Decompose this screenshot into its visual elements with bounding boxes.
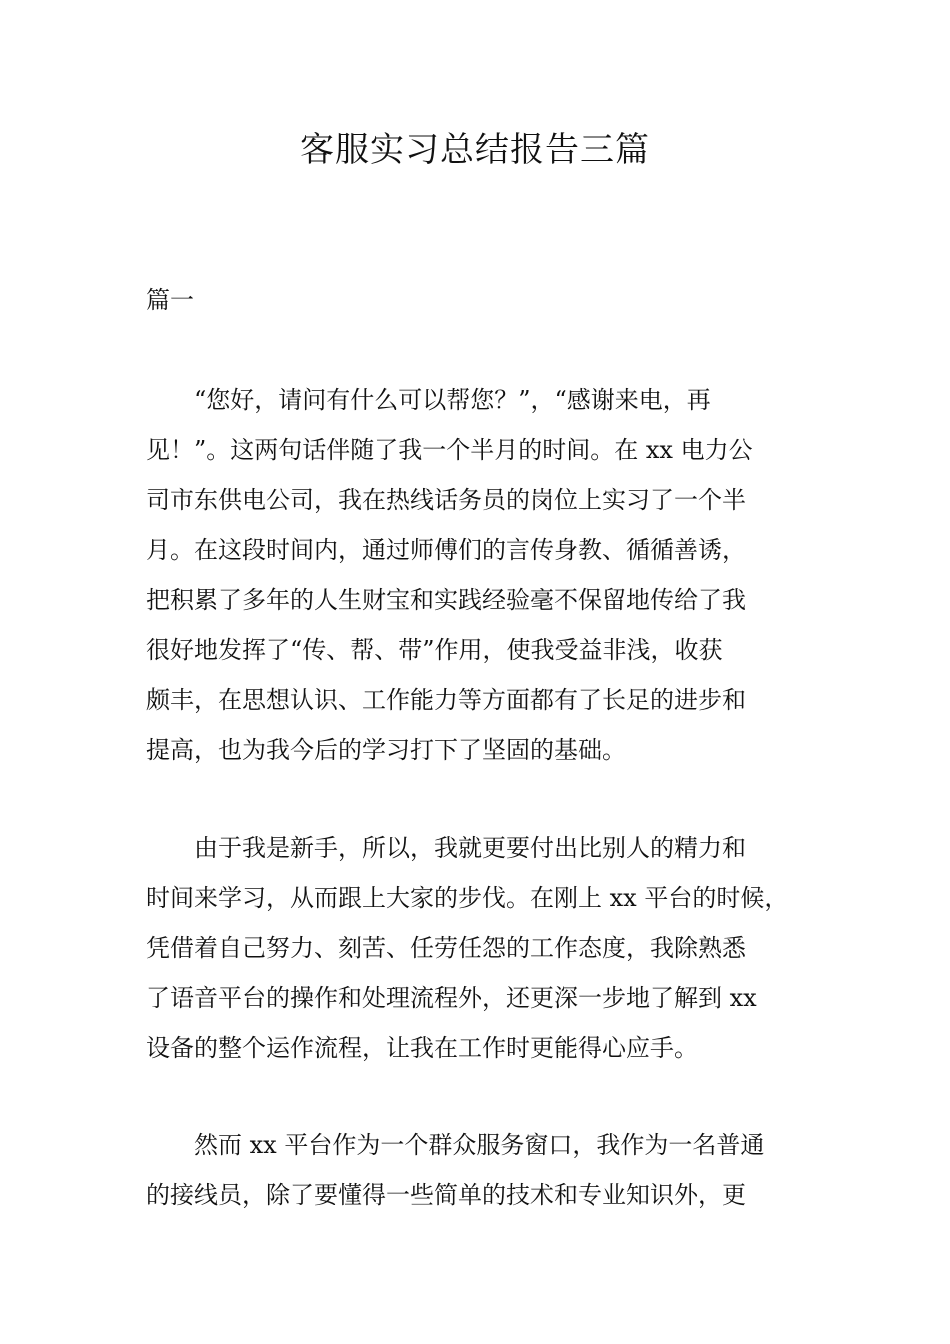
paragraph-1 xyxy=(146,375,822,775)
paragraph-line: 颇丰，在思想认识、工作能力等方面都有了长足的进步和 xyxy=(146,686,746,714)
paragraph-line: 很好地发挥了“传、帮、带”作用，使我受益非浅，收获 xyxy=(146,636,723,664)
paragraph-line: “您好，请问有什么可以帮您？”，“感谢来电，再 xyxy=(146,386,711,414)
paragraph-line: 司市东供电公司，我在热线话务员的岗位上实习了一个半 xyxy=(146,486,746,514)
paragraph-line: 见！”。这两句话伴随了我一个半月的时间。在 xx 电力公 xyxy=(146,436,753,464)
paragraph-line: 然而 xx 平台作为一个群众服务窗口，我作为一名普通 xyxy=(146,1131,765,1159)
paragraph-3 xyxy=(146,1120,822,1220)
paragraph-line: 了语音平台的操作和处理流程外，还更深一步地了解到 xx xyxy=(146,984,757,1012)
paragraph-line: 时间来学习，从而跟上大家的步伐。在刚上 xx 平台的时候， xyxy=(146,884,789,912)
section-label: 篇一 xyxy=(146,286,194,314)
paragraph-2 xyxy=(146,823,822,1073)
document-title: 客服实习总结报告三篇 xyxy=(300,130,650,170)
paragraph-line: 设备的整个运作流程，让我在工作时更能得心应手。 xyxy=(146,1034,698,1062)
paragraph-line: 的接线员，除了要懂得一些简单的技术和专业知识外，更 xyxy=(146,1181,746,1209)
paragraph-line: 月。在这段时间内，通过师傅们的言传身教、循循善诱， xyxy=(146,536,746,564)
paragraph-line: 提高，也为我今后的学习打下了坚固的基础。 xyxy=(146,736,626,764)
paragraph-line: 凭借着自己努力、刻苦、任劳任怨的工作态度，我除熟悉 xyxy=(146,934,746,962)
paragraph-line: 把积累了多年的人生财宝和实践经验毫不保留地传给了我 xyxy=(146,586,746,614)
paragraph-line: 由于我是新手，所以，我就更要付出比别人的精力和 xyxy=(146,834,746,862)
